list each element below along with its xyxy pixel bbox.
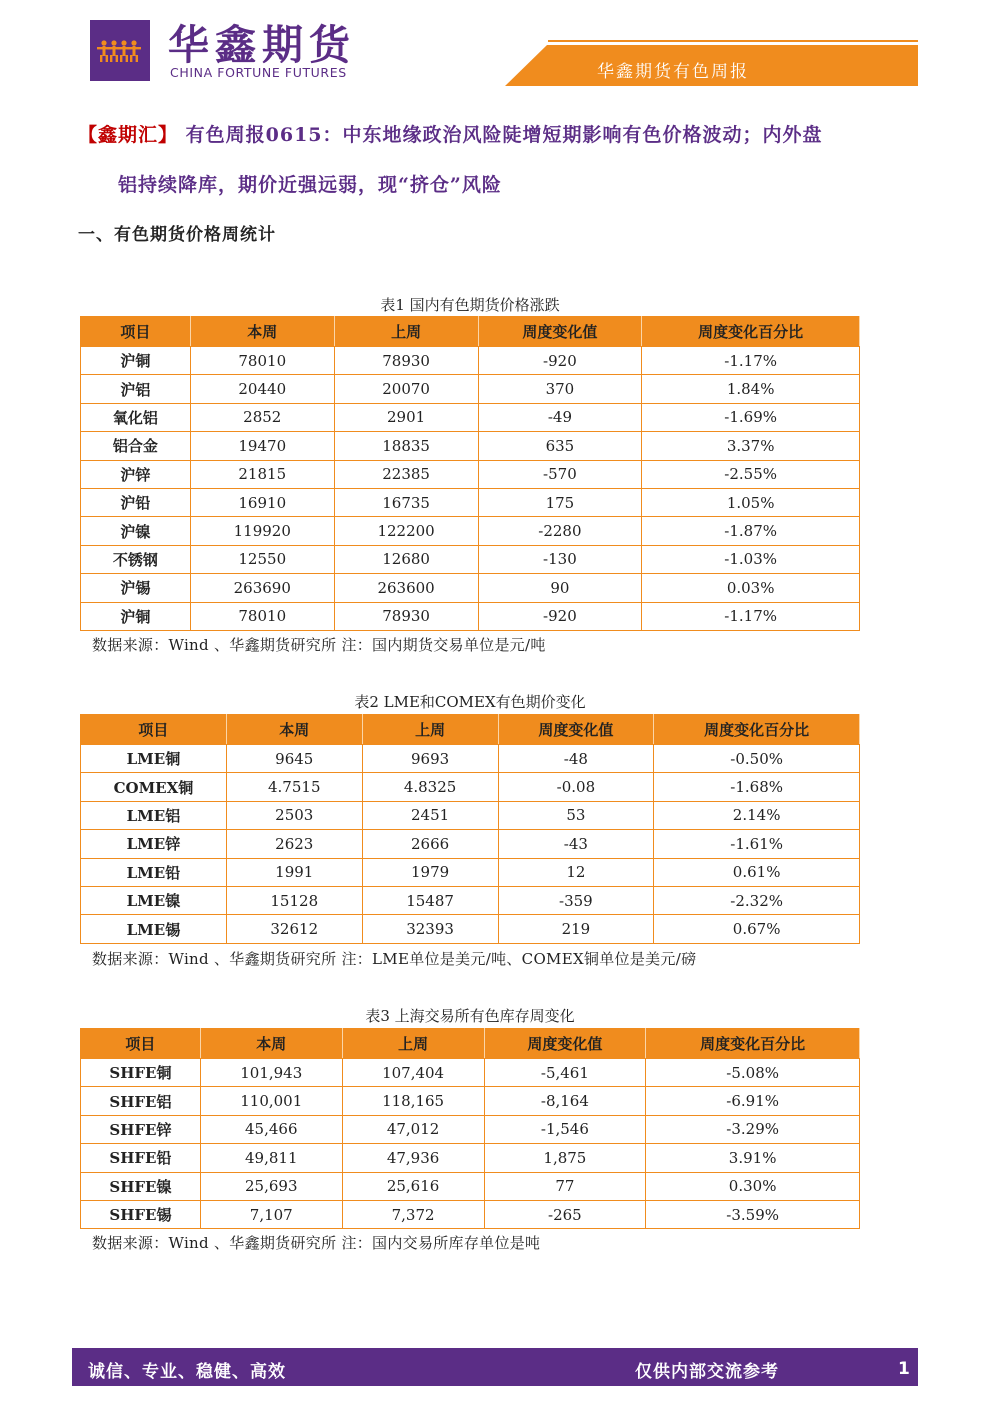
table-cell: 263600 xyxy=(334,574,478,602)
table-cell: 110,001 xyxy=(200,1087,342,1115)
row-label: LME铅 xyxy=(81,858,227,886)
table-cell: -3.59% xyxy=(646,1200,860,1228)
table-row xyxy=(81,773,860,801)
table-cell: 2623 xyxy=(226,830,362,858)
table-cell: -265 xyxy=(484,1200,646,1228)
table-cell: 16735 xyxy=(334,488,478,516)
table-cell: 3.91% xyxy=(646,1144,860,1172)
table-cell: 78010 xyxy=(190,602,334,630)
table-cell: 0.30% xyxy=(646,1172,860,1200)
table-cell: -5.08% xyxy=(646,1059,860,1087)
table-cell: 4.7515 xyxy=(226,773,362,801)
logo-figures-icon xyxy=(90,20,150,81)
table-cell: 635 xyxy=(478,432,642,460)
table-cell: 2503 xyxy=(226,801,362,829)
table-row xyxy=(81,886,860,914)
table2-caption: 表2 LME和COMEX有色期价变化 xyxy=(354,693,586,711)
table-cell: 90 xyxy=(478,574,642,602)
table-cell: -0.50% xyxy=(654,745,860,773)
table-cell: 2666 xyxy=(362,830,498,858)
table-cell: -49 xyxy=(478,403,642,431)
table-cell: 2451 xyxy=(362,801,498,829)
table-cell: -570 xyxy=(478,460,642,488)
table-cell: 9645 xyxy=(226,745,362,773)
table-row xyxy=(81,460,860,488)
table-cell: -3.29% xyxy=(646,1115,860,1143)
row-label: COMEX铜 xyxy=(81,773,227,801)
column-header: 项目 xyxy=(81,317,191,347)
row-label: SHFE铝 xyxy=(81,1087,201,1115)
report-title-line1 xyxy=(78,120,823,147)
header-row xyxy=(81,1029,860,1059)
header-row xyxy=(81,715,860,745)
column-header: 周度变化值 xyxy=(478,317,642,347)
row-label: SHFE铜 xyxy=(81,1059,201,1087)
table1-note: 数据来源：Wind 、华鑫期货研究所 注：国内期货交易单位是元/吨 xyxy=(92,636,546,654)
table-row xyxy=(81,517,860,545)
table-cell: 9693 xyxy=(362,745,498,773)
column-header: 本周 xyxy=(226,715,362,745)
table-cell: -1.68% xyxy=(654,773,860,801)
table1-domestic-prices xyxy=(80,316,860,631)
table-cell: 2.14% xyxy=(654,801,860,829)
table-cell: 4.8325 xyxy=(362,773,498,801)
table-cell: -1,546 xyxy=(484,1115,646,1143)
table-cell: 22385 xyxy=(334,460,478,488)
table-cell: 25,693 xyxy=(200,1172,342,1200)
row-label: 沪镍 xyxy=(81,517,191,545)
table-cell: 263690 xyxy=(190,574,334,602)
table-cell: 78930 xyxy=(334,602,478,630)
table-cell: 7,372 xyxy=(342,1200,484,1228)
table-cell: 18835 xyxy=(334,432,478,460)
table2-note: 数据来源：Wind 、华鑫期货研究所 注：LME单位是美元/吨、COMEX铜单位是美元/磅 xyxy=(92,950,697,968)
table-cell: 77 xyxy=(484,1172,646,1200)
table-cell: 1979 xyxy=(362,858,498,886)
table-cell: -43 xyxy=(498,830,654,858)
table-cell: -359 xyxy=(498,886,654,914)
column-header: 周度变化值 xyxy=(498,715,654,745)
row-label: 沪锌 xyxy=(81,460,191,488)
table-cell: -130 xyxy=(478,545,642,573)
table-cell: 0.61% xyxy=(654,858,860,886)
company-logo xyxy=(90,20,150,81)
table-cell: -2.32% xyxy=(654,886,860,914)
table-cell: 45,466 xyxy=(200,1115,342,1143)
row-label: 沪锡 xyxy=(81,574,191,602)
table-cell: 0.67% xyxy=(654,915,860,943)
column-header: 周度变化百分比 xyxy=(642,317,860,347)
table-cell: 122200 xyxy=(334,517,478,545)
table-row xyxy=(81,1172,860,1200)
table-cell: 47,936 xyxy=(342,1144,484,1172)
table-cell: -1.87% xyxy=(642,517,860,545)
table-row xyxy=(81,1115,860,1143)
title-tag: 【鑫期汇】 xyxy=(78,124,179,146)
table-row xyxy=(81,801,860,829)
page-footer xyxy=(72,1348,918,1386)
column-header: 项目 xyxy=(81,1029,201,1059)
table-cell: 20440 xyxy=(190,375,334,403)
row-label: LME铝 xyxy=(81,801,227,829)
table-cell: -1.03% xyxy=(642,545,860,573)
table-cell: 119920 xyxy=(190,517,334,545)
table-row xyxy=(81,1200,860,1228)
table-cell: 175 xyxy=(478,488,642,516)
column-header: 周度变化百分比 xyxy=(646,1029,860,1059)
table3-shfe-inventory xyxy=(80,1028,860,1229)
table-row xyxy=(81,403,860,431)
table-row xyxy=(81,830,860,858)
column-header: 周度变化百分比 xyxy=(654,715,860,745)
table-row xyxy=(81,347,860,375)
column-header: 本周 xyxy=(190,317,334,347)
title-text-1: 有色周报0615：中东地缘政治风险陡增短期影响有色价格波动；内外盘 xyxy=(185,124,823,146)
row-label: LME锡 xyxy=(81,915,227,943)
table-row xyxy=(81,602,860,630)
table-cell: 12680 xyxy=(334,545,478,573)
logo-english-name: CHINA FORTUNE FUTURES xyxy=(170,65,347,80)
table-cell: 78930 xyxy=(334,347,478,375)
table-row xyxy=(81,915,860,943)
table-cell: 15487 xyxy=(362,886,498,914)
table-cell: 2901 xyxy=(334,403,478,431)
table-cell: 1991 xyxy=(226,858,362,886)
table1-caption: 表1 国内有色期货价格涨跌 xyxy=(380,296,560,314)
table-cell: 107,404 xyxy=(342,1059,484,1087)
row-label: LME镍 xyxy=(81,886,227,914)
table-cell: 219 xyxy=(498,915,654,943)
table-cell: 78010 xyxy=(190,347,334,375)
table-cell: 49,811 xyxy=(200,1144,342,1172)
header-row xyxy=(81,317,860,347)
table-row xyxy=(81,375,860,403)
table-cell: 1.84% xyxy=(642,375,860,403)
table-cell: 2852 xyxy=(190,403,334,431)
table-cell: -1.69% xyxy=(642,403,860,431)
row-label: 沪铜 xyxy=(81,347,191,375)
table-cell: 53 xyxy=(498,801,654,829)
report-title-line2: 铝持续降库，期价近强远弱，现“挤仓”风险 xyxy=(118,174,502,196)
table-row xyxy=(81,745,860,773)
table-cell: -48 xyxy=(498,745,654,773)
table-cell: 370 xyxy=(478,375,642,403)
table-cell: -920 xyxy=(478,602,642,630)
table-cell: 1.05% xyxy=(642,488,860,516)
table-cell: 32612 xyxy=(226,915,362,943)
table-row xyxy=(81,545,860,573)
table-cell: -2280 xyxy=(478,517,642,545)
column-header: 周度变化值 xyxy=(484,1029,646,1059)
row-label: SHFE铅 xyxy=(81,1144,201,1172)
table-cell: 32393 xyxy=(362,915,498,943)
section-heading: 一、有色期货价格周统计 xyxy=(78,225,276,245)
row-label: SHFE锌 xyxy=(81,1115,201,1143)
header-rule xyxy=(548,40,918,42)
table2-lme-comex xyxy=(80,714,860,944)
table-cell: 7,107 xyxy=(200,1200,342,1228)
column-header: 上周 xyxy=(342,1029,484,1059)
table3-caption: 表3 上海交易所有色库存周变化 xyxy=(365,1007,575,1025)
table-cell: 20070 xyxy=(334,375,478,403)
table-cell: 47,012 xyxy=(342,1115,484,1143)
table-cell: -0.08 xyxy=(498,773,654,801)
table-cell: -2.55% xyxy=(642,460,860,488)
table-cell: -920 xyxy=(478,347,642,375)
row-label: 沪铝 xyxy=(81,375,191,403)
table-row xyxy=(81,1144,860,1172)
table-cell: -5,461 xyxy=(484,1059,646,1087)
row-label: 沪铅 xyxy=(81,488,191,516)
footer-motto: 诚信、专业、稳健、高效 xyxy=(88,1362,286,1382)
table-cell: -1.17% xyxy=(642,602,860,630)
column-header: 上周 xyxy=(362,715,498,745)
table-row xyxy=(81,858,860,886)
table-row xyxy=(81,574,860,602)
table-cell: -1.61% xyxy=(654,830,860,858)
table-cell: 118,165 xyxy=(342,1087,484,1115)
table-cell: 0.03% xyxy=(642,574,860,602)
table-cell: -1.17% xyxy=(642,347,860,375)
table-cell: 3.37% xyxy=(642,432,860,460)
table-cell: 12 xyxy=(498,858,654,886)
row-label: LME锌 xyxy=(81,830,227,858)
table-row xyxy=(81,432,860,460)
footer-disclaimer: 仅供内部交流参考 xyxy=(635,1362,779,1382)
column-header: 本周 xyxy=(200,1029,342,1059)
table-row xyxy=(81,1087,860,1115)
table-cell: 25,616 xyxy=(342,1172,484,1200)
row-label: 不锈钢 xyxy=(81,545,191,573)
table-cell: -8,164 xyxy=(484,1087,646,1115)
row-label: 铝合金 xyxy=(81,432,191,460)
row-label: SHFE镍 xyxy=(81,1172,201,1200)
column-header: 项目 xyxy=(81,715,227,745)
header-banner-text: 华鑫期货有色周报 xyxy=(597,62,749,82)
table-row xyxy=(81,1059,860,1087)
row-label: LME铜 xyxy=(81,745,227,773)
table-cell: 16910 xyxy=(190,488,334,516)
logo-chinese-name: 华鑫期货 xyxy=(168,21,356,69)
table3-note: 数据来源：Wind 、华鑫期货研究所 注：国内交易所库存单位是吨 xyxy=(92,1234,541,1252)
row-label: 沪铜 xyxy=(81,602,191,630)
table-cell: 101,943 xyxy=(200,1059,342,1087)
page-number: 1 xyxy=(898,1359,910,1379)
table-row xyxy=(81,488,860,516)
row-label: 氧化铝 xyxy=(81,403,191,431)
table-cell: 15128 xyxy=(226,886,362,914)
row-label: SHFE锡 xyxy=(81,1200,201,1228)
table-cell: 1,875 xyxy=(484,1144,646,1172)
column-header: 上周 xyxy=(334,317,478,347)
table-cell: 12550 xyxy=(190,545,334,573)
table-cell: 19470 xyxy=(190,432,334,460)
table-cell: -6.91% xyxy=(646,1087,860,1115)
table-cell: 21815 xyxy=(190,460,334,488)
